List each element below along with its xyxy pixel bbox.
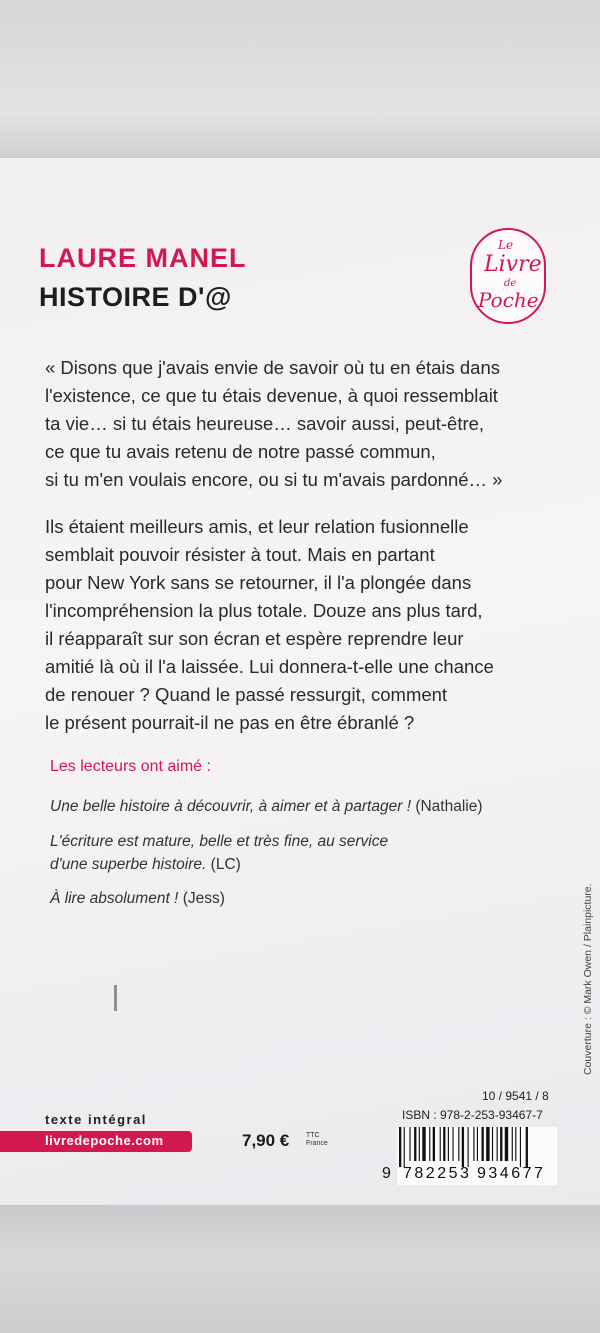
review-line — [50, 887, 225, 910]
book-title: HISTOIRE D'@ — [39, 282, 232, 312]
logo-text-livre: Livre — [484, 252, 542, 277]
author-name: LAURE MANEL — [39, 243, 247, 273]
barcode-bar — [500, 1127, 502, 1161]
quote-line: l'existence, ce que tu étais devenue, à quoi ressemblait — [45, 385, 498, 406]
barcode-bar — [433, 1127, 435, 1161]
barcode-bar — [486, 1127, 489, 1161]
review-author: (LC) — [210, 856, 241, 873]
price: 7,90 € — [242, 1131, 290, 1150]
barcode-bar — [512, 1127, 513, 1161]
logo-text-le: Le — [498, 238, 514, 252]
barcode-bar — [515, 1127, 516, 1161]
review-text: À lire absolument ! — [50, 890, 179, 907]
barcode-bar — [409, 1127, 410, 1161]
barcode-bar — [477, 1127, 478, 1161]
isbn: ISBN : 978-2-253-93467-7 — [402, 1108, 543, 1122]
ink-smudge — [114, 985, 117, 1011]
price-note-country: France — [306, 1140, 328, 1147]
reader-review — [50, 795, 483, 818]
synopsis-line: pour New York sans se retourner, il l'a plongée dans — [45, 572, 472, 593]
background-top — [0, 0, 600, 160]
barcode-bar — [448, 1127, 449, 1161]
synopsis-line: il réapparaît sur son écran et espère reprendre leur — [45, 628, 464, 649]
review-author: (Jess) — [182, 890, 225, 907]
review-author: (Nathalie) — [415, 798, 483, 815]
catalog-code: 10 / 9541 / 8 — [482, 1089, 549, 1103]
barcode-digits-right: 934677 — [477, 1165, 546, 1182]
review-text: d'une superbe histoire. — [50, 856, 207, 873]
barcode-digit-lead: 9 — [382, 1165, 391, 1182]
reader-review — [50, 830, 388, 876]
synopsis-line: semblait pouvoir résister à tout. Mais en partant — [45, 544, 435, 565]
quote-paragraph — [45, 354, 502, 494]
barcode-bar — [468, 1127, 469, 1167]
barcode-bar — [492, 1127, 493, 1161]
barcode-bar — [473, 1127, 474, 1161]
quote-line: ta vie… si tu étais heureuse… savoir aussi, peut-être, — [45, 413, 485, 434]
barcode-bar — [443, 1127, 445, 1161]
barcode-bar — [419, 1127, 420, 1161]
barcode-bar — [452, 1127, 453, 1161]
barcode-bar — [404, 1127, 405, 1167]
barcode-bar — [429, 1127, 430, 1161]
barcode-bar — [482, 1127, 484, 1161]
quote-line: ce que tu avais retenu de notre passé commun, — [45, 441, 436, 462]
cover-credit: Couverture : © Mark Owen / Plainpicture. — [582, 883, 594, 1075]
logo-text-de: de — [504, 278, 517, 289]
logo-text-poche: Poche — [478, 288, 539, 312]
barcode-bar — [462, 1127, 464, 1167]
quote-line: « Disons que j'avais envie de savoir où tu en étais dans — [45, 357, 501, 378]
price-note — [306, 1132, 328, 1148]
website-link[interactable]: livredepoche.com — [45, 1133, 164, 1148]
barcode-bar — [414, 1127, 416, 1161]
reader-review — [50, 887, 225, 910]
synopsis-line: l'incompréhension la plus totale. Douze ans plus tard, — [45, 600, 483, 621]
quote-line: si tu m'en voulais encore, ou si tu m'avais pardonné… » — [45, 469, 503, 490]
barcode-bar — [440, 1127, 441, 1161]
barcode-bar — [399, 1127, 401, 1167]
readers-heading: Les lecteurs ont aimé : — [50, 758, 211, 775]
barcode-bar — [458, 1127, 459, 1161]
synopsis-line: amitié là où il l'a laissée. Lui donnera-t-elle une chance — [45, 656, 494, 677]
publisher-logo — [470, 228, 546, 324]
barcode-bar — [497, 1127, 498, 1161]
synopsis-line: de renouer ? Quand le passé ressurgit, comment — [45, 684, 448, 705]
edition-label: texte intégral — [45, 1112, 147, 1127]
review-text: Une belle histoire à découvrir, à aimer et à partager ! — [50, 798, 411, 815]
synopsis-paragraph — [45, 513, 494, 737]
review-text: L'écriture est mature, belle et très fine, au service — [50, 833, 389, 850]
barcode-digits-left: 782253 — [403, 1165, 472, 1182]
review-line — [50, 853, 388, 876]
barcode-bars — [397, 1127, 557, 1167]
synopsis-line: Ils étaient meilleurs amis, et leur relation fusionnelle — [45, 516, 469, 537]
synopsis-line: le présent pourrait-il ne pas en être ébranlé ? — [45, 712, 415, 733]
barcode-bar — [505, 1127, 508, 1161]
background-bottom — [0, 1205, 600, 1333]
barcode-bar — [422, 1127, 425, 1161]
review-line — [50, 795, 483, 818]
barcode-bar — [526, 1127, 528, 1167]
price-note-ttc: TTC — [306, 1132, 320, 1139]
barcode-bar — [520, 1127, 521, 1167]
